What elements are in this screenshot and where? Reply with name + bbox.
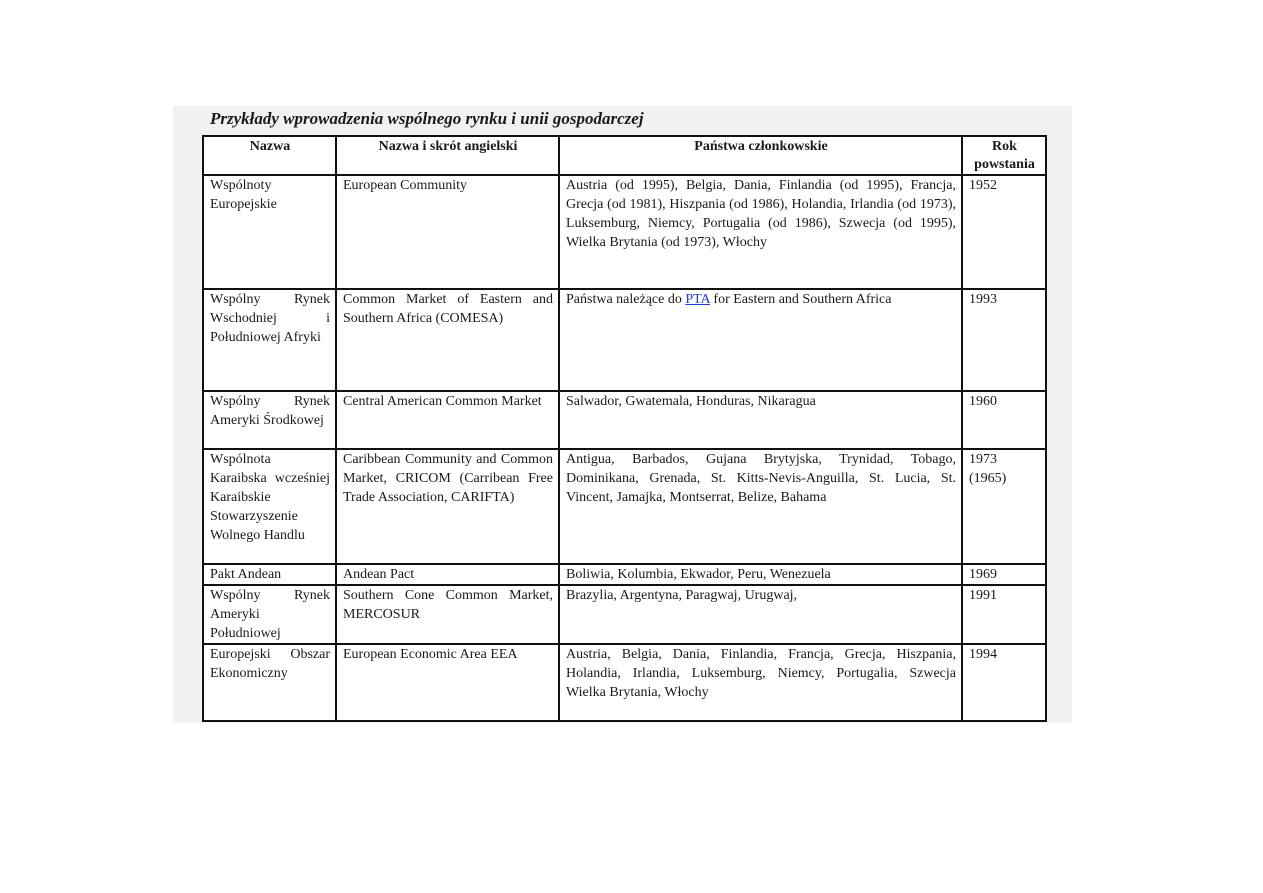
table-row [203, 175, 1046, 289]
cell-year: 1960 [962, 391, 1046, 449]
cell-name: Pakt Andean [203, 564, 336, 585]
cell-english-name: Southern Cone Common Market, MERCOSUR [336, 585, 559, 644]
cell-english-name: Caribbean Community and Common Market, CRICOM (Carribean Free Trade Association, CARIFTA) [336, 449, 559, 564]
cell-year: 1993 [962, 289, 1046, 391]
cell-member-states: Austria (od 1995), Belgia, Dania, Finlandia (od 1995), Francja, Grecja (od 1981), Hiszpania (od 1986), Holandia, Irlandia (od 1973), Luksemburg, Niemcy, Portugalia (od 1986), Szwecja (od 1995), Wielka Brytania (od 1973), Włochy [559, 175, 962, 289]
cell-name: Wspólny Rynek Ameryki Środkowej [203, 391, 336, 449]
cell-name: Europejski Obszar Ekonomiczny [203, 644, 336, 721]
cell-name: Wspólny Rynek Ameryki Południowej [203, 585, 336, 644]
header-name: Nazwa [203, 136, 336, 175]
cell-english-name: Common Market of Eastern and Southern Africa (COMESA) [336, 289, 559, 391]
cell-name: Wspólny Rynek Wschodniej i Południowej Afryki [203, 289, 336, 391]
cell-member-states: Antigua, Barbados, Gujana Brytyjska, Trynidad, Tobago, Dominikana, Grenada, St. Kitts-Nevis-Anguilla, St. Lucia, St. Vincent, Jamajka, Montserrat, Belize, Bahama [559, 449, 962, 564]
cell-member-states: Salwador, Gwatemala, Honduras, Nikaragua [559, 391, 962, 449]
cell-year: 1991 [962, 585, 1046, 644]
cell-english-name: Central American Common Market [336, 391, 559, 449]
cell-english-name: Andean Pact [336, 564, 559, 585]
header-year: Rok powstania [962, 136, 1046, 175]
members-prefix: Państwa należące do [566, 292, 686, 307]
table-row [203, 391, 1046, 449]
common-market-table [202, 135, 1047, 722]
cell-english-name: European Community [336, 175, 559, 289]
cell-year: 1952 [962, 175, 1046, 289]
table-row [203, 449, 1046, 564]
members-suffix: for Eastern and Southern Africa [709, 292, 892, 307]
document-title: Przykłady wprowadzenia wspólnego rynku i unii gospodarczej [210, 109, 644, 128]
cell-member-states: Austria, Belgia, Dania, Finlandia, Francja, Grecja, Hiszpania, Holandia, Irlandia, Luksemburg, Niemcy, Portugalia, Szwecja Wielka Brytania, Włochy [559, 644, 962, 721]
cell-member-states: Brazylia, Argentyna, Paragwaj, Urugwaj, [559, 585, 962, 644]
header-english-name: Nazwa i skrót angielski [336, 136, 559, 175]
year-note: (1965) [969, 471, 1007, 486]
cell-english-name: European Economic Area EEA [336, 644, 559, 721]
cell-member-states [559, 289, 962, 391]
table-row [203, 644, 1046, 721]
year-value: 1973 [969, 452, 997, 467]
pta-link[interactable]: PTA [685, 292, 710, 307]
cell-name: Wspólnoty Europejskie [203, 175, 336, 289]
table-header-row [203, 136, 1046, 175]
cell-year [962, 449, 1046, 564]
header-member-states: Państwa członkowskie [559, 136, 962, 175]
table-row [203, 585, 1046, 644]
cell-name: Wspólnota Karaibska wcześniej Karaibskie Stowarzyszenie Wolnego Handlu [203, 449, 336, 564]
table-row [203, 564, 1046, 585]
cell-member-states: Boliwia, Kolumbia, Ekwador, Peru, Wenezuela [559, 564, 962, 585]
cell-year: 1994 [962, 644, 1046, 721]
cell-year: 1969 [962, 564, 1046, 585]
table-row [203, 289, 1046, 391]
